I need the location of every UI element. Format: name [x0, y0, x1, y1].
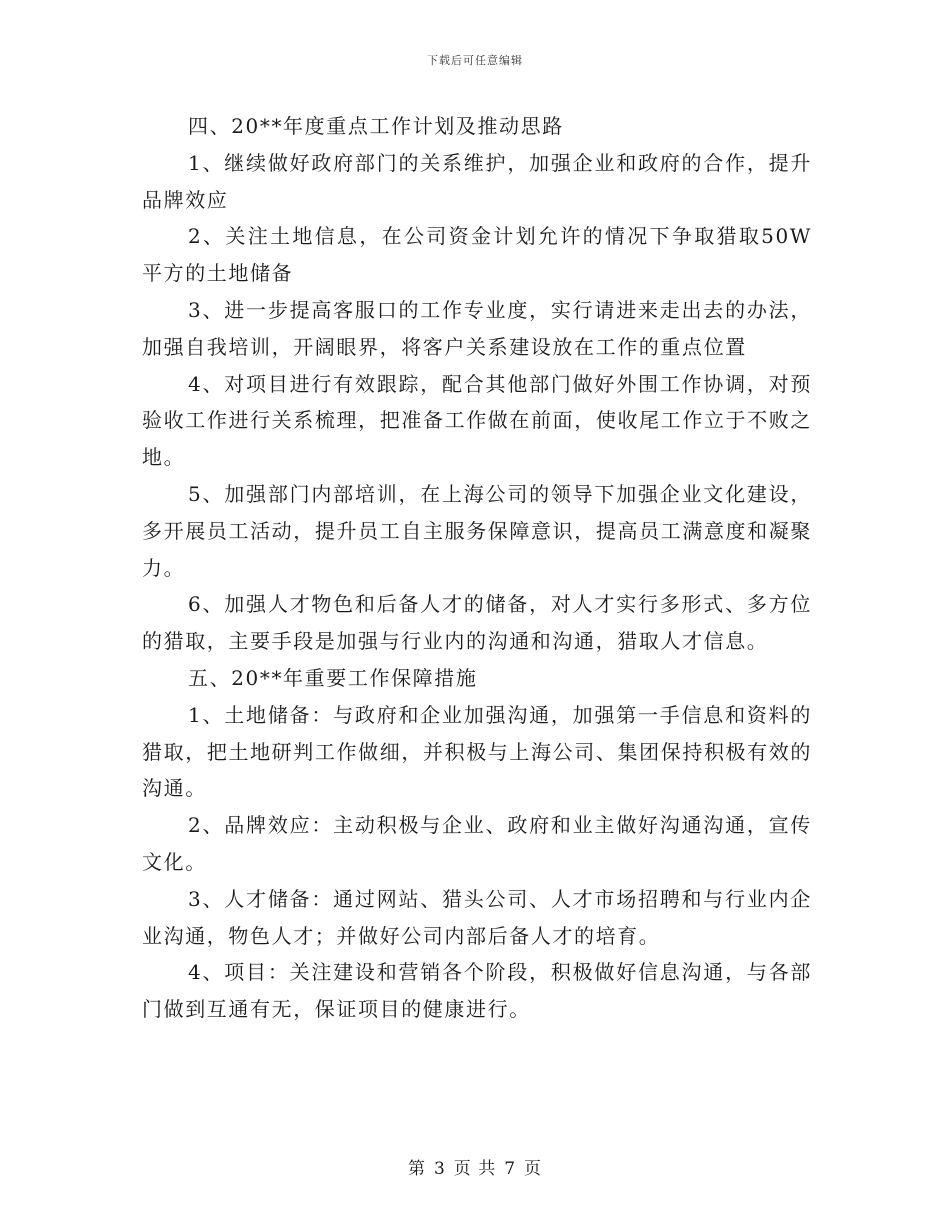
measure-item-4: 4、项目：关注建设和营销各个阶段，积极做好信息沟通，与各部门做到互通有无，保证项目的健康进行。 — [142, 960, 812, 1022]
plan-item-3: 3、进一步提高客服口的工作专业度，实行请进来走出去的办法，加强自我培训，开阔眼界，将客户关系建设放在工作的重点位置 — [142, 297, 812, 359]
plan-item-5: 5、加强部门内部培训，在上海公司的领导下加强企业文化建设，多开展员工活动，提升员工自主服务保障意识，提高员工满意度和凝聚力。 — [142, 481, 812, 580]
footer-suffix: 页 — [524, 1159, 543, 1179]
page-header: 下载后可任意编辑 — [427, 54, 523, 67]
plan-item-4: 4、对项目进行有效跟踪，配合其他部门做好外围工作协调，对预验收工作进行关系梳理，把准备工作做在前面，使收尾工作立于不败之地。 — [142, 371, 812, 470]
plan-item-2: 2、关注土地信息，在公司资金计划允许的情况下争取猎取50W平方的土地储备 — [142, 224, 812, 286]
plan-item-1: 1、继续做好政府部门的关系维护，加强企业和政府的合作，提升品牌效应 — [142, 150, 812, 212]
document-body — [142, 108, 812, 1028]
footer-prefix: 第 — [407, 1159, 426, 1179]
plan-item-6: 6、加强人才物色和后备人才的储备，对人才实行多形式、多方位的猎取，主要手段是加强与行业内的沟通和沟通，猎取人才信息。 — [142, 592, 812, 654]
page-footer — [0, 1154, 950, 1179]
footer-total-pages: 7 — [504, 1159, 517, 1179]
section-heading-4: 四、20**年度重点工作计划及推动思路 — [188, 114, 564, 138]
footer-page-number: 3 — [433, 1159, 446, 1179]
measure-item-2: 2、品牌效应：主动积极与企业、政府和业主做好沟通沟通，宣传文化。 — [142, 813, 812, 874]
section-heading-5: 五、20**年重要工作保障措施 — [188, 665, 478, 690]
measure-item-3: 3、人才储备：通过网站、猎头公司、人才市场招聘和与行业内企业沟通，物色人才；并做好公司内部后备人才的培育。 — [142, 886, 812, 948]
measure-item-1: 1、土地储备：与政府和企业加强沟通，加强第一手信息和资料的猎取，把土地研判工作做细，并积极与上海公司、集团保持积极有效的沟通。 — [142, 702, 812, 801]
footer-middle: 页 共 — [453, 1159, 497, 1179]
